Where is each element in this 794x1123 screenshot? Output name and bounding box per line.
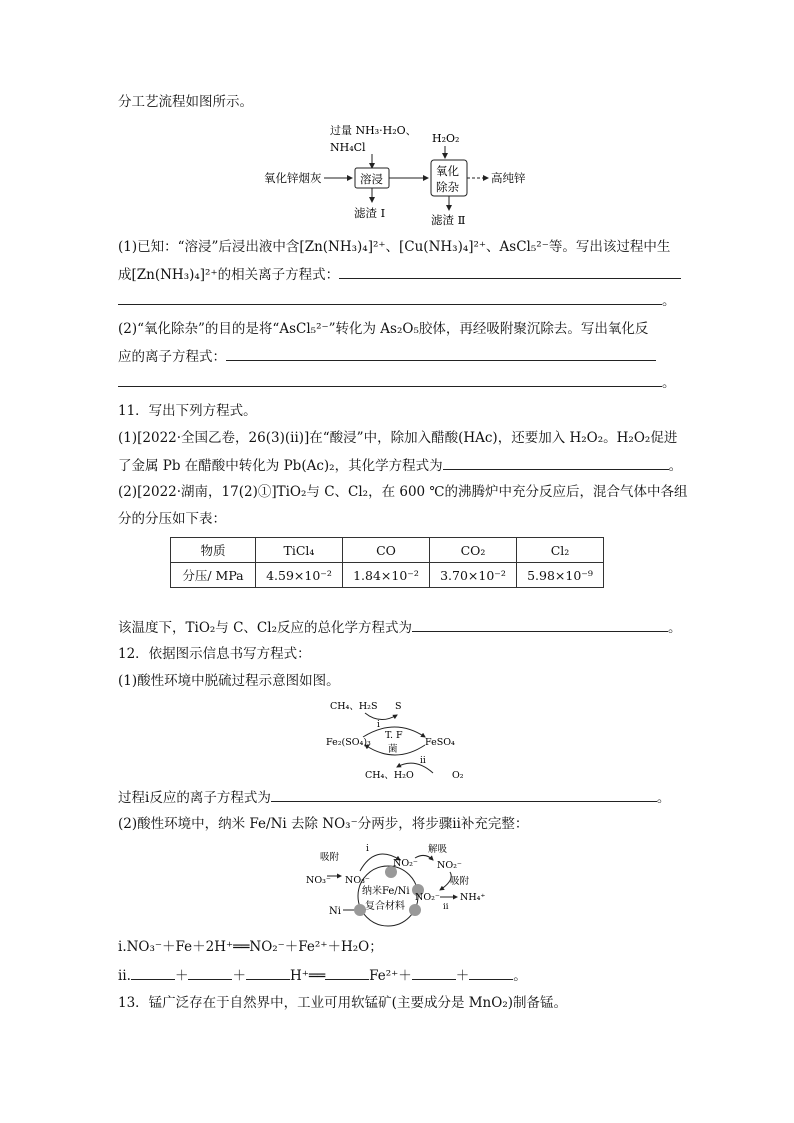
residue-1-label: 滤渣 Ⅰ — [354, 206, 386, 220]
answer-blank[interactable] — [271, 787, 657, 802]
step-ii-prefix: ⅱ. — [118, 968, 131, 984]
answer-blank[interactable] — [469, 965, 513, 980]
table-cell: 物质 — [171, 538, 256, 563]
input-label: 氧化锌烟灰 — [264, 171, 322, 185]
ni-label: Ni — [329, 906, 341, 917]
partial-pressure-table — [170, 537, 604, 588]
answer-blank[interactable] — [118, 290, 662, 305]
fe2-plus: Fe²⁺＋ — [369, 968, 412, 984]
q10-part2-line1: (2)“氧化除杂”的目的是将“AsCl₅²⁻”转化为 As₂O₅胶体，再经吸附聚沉除去。写出氧化反 — [118, 321, 649, 337]
plus-sign: ＋ — [232, 968, 246, 984]
q10-part1-line3 — [118, 290, 676, 311]
h-plus-equals: H⁺══ — [289, 968, 326, 984]
period: 。 — [662, 293, 676, 309]
cycle-right-label: FeSO₄ — [425, 737, 455, 748]
cycle-top-right-label: S — [395, 701, 402, 712]
q11-part2-line2: 分的分压如下表： — [118, 511, 226, 527]
nano-core-label-1: 纳米Fe/Ni — [362, 886, 410, 897]
adsorb-label-1: 吸附 — [320, 852, 340, 863]
answer-blank[interactable] — [443, 455, 669, 470]
adsorb-label-2: 吸附 — [450, 876, 470, 887]
period: 。 — [513, 968, 527, 984]
q12-part2-text: (2)酸性环境中，纳米 Fe/Ni 去除 NO₃⁻分两步，将步骤ⅱ补充完整： — [118, 816, 529, 832]
period: 。 — [656, 790, 671, 806]
q11-part1-line1: (1)[2022·全国乙卷，26(3)(ⅱ)]在“酸浸”中，除加入醋酸(HAc)，还要加入 H₂O₂。H₂O₂促进 — [118, 430, 678, 446]
table-cell: CO₂ — [430, 538, 517, 563]
answer-blank[interactable] — [226, 346, 656, 361]
period: 。 — [668, 458, 683, 474]
nano-step-i-label: i — [366, 844, 369, 854]
q10-part2-line3 — [118, 372, 676, 393]
no2-adsorbed-label: NO₂⁻ — [415, 892, 440, 903]
table-cell: 3.70×10⁻² — [430, 563, 517, 588]
nano-step-ii-label: ii — [443, 902, 449, 912]
q12-part1-answer — [118, 787, 670, 808]
no2-right-label: NO₂⁻ — [437, 860, 462, 871]
period: 。 — [662, 375, 676, 391]
q11-title: 11．写出下列方程式。 — [118, 403, 257, 419]
nano-fe-ni-diagram — [305, 838, 495, 933]
dissolve-step-label: 溶浸 — [360, 172, 383, 186]
table-row — [171, 563, 604, 588]
cycle-step-ii-label: ii — [420, 756, 426, 766]
q12-title: 12．依据图示信息书写方程式： — [118, 646, 311, 662]
answer-blank[interactable] — [188, 965, 232, 980]
period: 。 — [667, 620, 682, 636]
output-label: 高纯锌 — [491, 171, 526, 185]
zinc-process-flow-diagram — [260, 120, 560, 230]
table-cell: 5.98×10⁻⁹ — [517, 563, 604, 588]
q11-part2-line3 — [118, 617, 681, 638]
residue-2-label: 滤渣 Ⅱ — [431, 213, 466, 227]
table-cell: 4.59×10⁻² — [256, 563, 343, 588]
plus-sign: ＋ — [455, 968, 470, 984]
cycle-bottom-right-label: O₂ — [452, 770, 464, 781]
table-cell: CO — [343, 538, 430, 563]
arrow-connector — [365, 713, 397, 720]
answer-blank[interactable] — [412, 965, 456, 980]
h2o2-label: H₂O₂ — [432, 132, 460, 145]
desorb-label: 解吸 — [428, 844, 448, 855]
answer-blank[interactable] — [246, 965, 290, 980]
q12-part1-answer-text: 过程ⅰ反应的离子方程式为 — [118, 790, 271, 806]
ni-particle — [409, 904, 421, 916]
table-cell: TiCl₄ — [256, 538, 343, 563]
q10-part2-line2 — [118, 346, 656, 367]
cycle-center-bottom-label: 菌 — [388, 744, 398, 755]
no2-mid-label: NO₂⁻ — [393, 858, 418, 869]
q11-part2-line3-text: 该温度下，TiO₂与 C、Cl₂反应的总化学方程式为 — [118, 620, 412, 636]
answer-blank[interactable] — [412, 617, 668, 632]
cycle-left-label: Fe₂(SO₄)₃ — [326, 737, 371, 748]
desulfurization-cycle-diagram — [325, 695, 485, 785]
q11-part1-line2-text: 了金属 Pb 在醋酸中转化为 Pb(Ac)₂，其化学方程式为 — [118, 458, 443, 474]
cycle-top-left-label: CH₄、H₂S — [330, 701, 378, 712]
q11-part2-line1: (2)[2022·湖南，17(2)①]TiO₂与 C、Cl₂，在 600 ℃的沸腾炉中充分反应后，混合气体中各组 — [118, 484, 688, 500]
answer-blank[interactable] — [325, 965, 369, 980]
q11-part1-line2 — [118, 455, 682, 476]
answer-blank[interactable] — [339, 264, 681, 279]
nano-core-label-2: 复合材料 — [365, 901, 405, 912]
table-cell: Cl₂ — [517, 538, 604, 563]
nh4-label: NH₄⁺ — [460, 892, 486, 903]
q10-part2-line2-text: 应的离子方程式： — [118, 349, 226, 365]
answer-blank[interactable] — [131, 965, 175, 980]
q10-part1-line2 — [118, 264, 681, 285]
reagent-label-top: 过量 NH₃·H₂O、 — [330, 124, 417, 137]
oxidize-step-label: 氧化 — [436, 164, 459, 178]
cycle-step-i-label: i — [377, 720, 380, 730]
q13-text: 13．锰广泛存在于自然界中，工业可用软锰矿(主要成分是 MnO₂)制备锰。 — [118, 995, 567, 1011]
reagent-label-nh4cl: NH₄Cl — [330, 141, 366, 154]
cycle-bottom-left-label: CH₄、H₂O — [365, 770, 414, 781]
answer-blank[interactable] — [118, 372, 662, 387]
cycle-center-top-label: T. F — [385, 730, 403, 741]
q10-part1-line2-text: 成[Zn(NH₃)₄]²⁺的相关离子方程式： — [118, 267, 340, 283]
no3-adsorbed-label: NO₃⁻ — [345, 875, 370, 886]
q12-step-i-equation: ⅰ.NO₃⁻＋Fe＋2H⁺══NO₂⁻＋Fe²⁺＋H₂O； — [118, 939, 383, 955]
arrow-connector — [440, 872, 451, 890]
table-cell: 分压/ MPa — [171, 563, 256, 588]
oxidize-step-label-2: 除杂 — [436, 180, 459, 194]
table-cell: 1.84×10⁻² — [343, 563, 430, 588]
q10-part1-line1: (1)已知：“溶浸”后浸出液中含[Zn(NH₃)₄]²⁺、[Cu(NH₃)₄]²⁺、AsCl₅²⁻等。写出该过程中生 — [118, 239, 671, 255]
intro-text: 分工艺流程如图所示。 — [118, 94, 253, 110]
no3-left-label: NO₃⁻ — [306, 875, 331, 886]
table-header-row — [171, 538, 604, 563]
q12-step-ii-equation — [118, 965, 527, 986]
plus-sign: ＋ — [174, 968, 189, 984]
q12-part1-text: (1)酸性环境中脱硫过程示意图如图。 — [118, 673, 340, 689]
